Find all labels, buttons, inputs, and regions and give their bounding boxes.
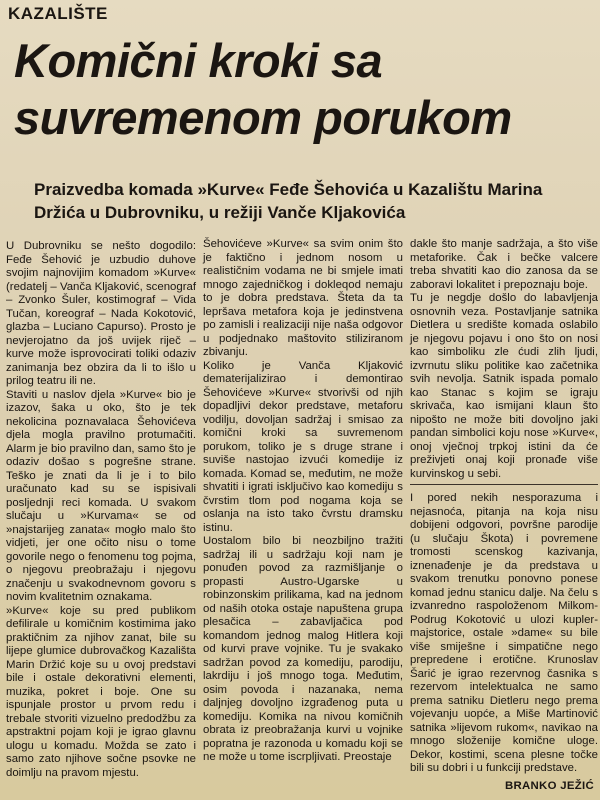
- article-column-3-bottom: I pored nekih nesporazuma i nejasnoća, pitanja na koja nisu dobijeni odgovori, površne parodije (u slučaju Škota) i povremene tromosti scenskog kazivanja, iznenađenje je da predstava u svakom trenutku ponovno ponese komad jednu stanicu dalje. Na čelu s izvanredno raspoloženom Milkom-Podrug Kokotović u ulozi kupler-majstorice, ostale »dame« su bile više smiješne i simpatične nego prepredene i erotične. Krunoslav Šarić je igrao rezervnog časnika s rezervom intelektualca ne samo prema satniku Dietleru nego prema vojevanju uopće, a Miše Martinović satnika »lijevom rukom«, navikao na mnogo složenije komične uloge. Dekor, kostimi, scena plesne točke bili su dobri i u funkciji predstave.: [410, 492, 598, 774]
- author-byline: BRANKO JEŽIĆ: [504, 780, 594, 792]
- headline-line-2: suvremenom porukom: [14, 91, 512, 144]
- section-label: KAZALIŠTE: [8, 4, 108, 23]
- column-divider-rule: [410, 484, 598, 485]
- article-column-1: U Dubrovniku se nešto dogodilo: Feđe Šehović je uzbudio duhove svojim najnovijim komadom »Kurve« (redatelj – Vanča Kljaković, scenograf – Zvonko Šuler, kostimograf – Vida Tučan, koreograf – Nada Kokotović, glazba – Luciano Capurso). Prosto je nevjerojatno da još uvijek riječ – kurve može isprovocirati toliki odaziv zanimanja bez obzira da li to išlo u prilog teatru ili ne. Staviti u naslov djela »Kurve« bio je izazov, šaka u oko, što je tek nekolicina poznavalaca Šehovićeva djela mogla pravilno protumačiti. Alarm je bio pravilno dan, samo što je odaziv došao s pogrešne strane. Teško je znati da li je i to bilo uračunato kad su se ispisivali posljednji reci komada. U svakom slučaju u »Kurvama« se od »najstarijeg zanata« mogło malo što vidjeti, jer one očito nisu o tome govorile nego o fenomenu tog pojma, o njegovu preobražaju i njegovu značenju u svakodnevnom govoru s novim kvalitetnim oznakama. »Kurve« koje su pred publikom defilirale u komičnim kostimima jako praktičnim za njihov zanat, bile su lijepe glumice dubrovačkog Kazališta Marin Držić koje su u ovoj predstavi bile i ostale dekorativni elementi, muzika, pokret i boje. One su ispunjale prostor u prvom redu i trebale stvoriti vizuelno predodžbu za apstraktni pojam koji je igrao glavnu ulogu u komadu. Možda se zato i samo zato njihove sočne psovke ne doimlju na pravom mjestu.: [6, 240, 196, 779]
- headline: [14, 32, 594, 146]
- headline-line-1: Komični kroki sa: [14, 34, 383, 87]
- subheadline: Praizvedba komada »Kurve« Feđe Šehovića u Kazalištu Marina Držića u Dubrovniku, u režiji Vanče Kljakovića: [34, 180, 543, 222]
- article-column-3-top: dakle što manje sadržaja, a što više metaforike. Čak i bečke valcere treba shvatiti kao dio zanosa da se zaboravi lokalitet i prepoznaju boje. Tu je negdje došlo do labavljenja osnovnih veza. Postavljanje satnika Dietlera u središte komada oslabilo je njegovu pojavu i ono što on nosi kao simboliku zle ćudi zlih ljudi, izvrnutu sliku politike kao začetnika svih nevolja. Satnik ispada pomalo kao Stanac s kojim se igraju skrivača, kao ismijani klaun što nipošto ne može biti dovoljno jaki pandan simbolici koju nose »Kurve«, onoj vječnoj trpkoj istini da će preživjeti onaj koji pronađe više kurvinskog u sebi.: [410, 238, 598, 480]
- article-column-2: Šehovićeve »Kurve« sa svim onim što je faktično i jednom nosom u realističnim vodama ne bi smjele imati mnogo zajedničkog i dokleqod nemaju to je dobra predstava. Šteta da ta lepršava metafora koja je jedinstvena po zamisli i realizaciji nije naša odgovor u podjednako maštovito stiliziranom zbivanju. Koliko je Vanča Kljaković dematerijalizirao i demontirao Šehovićeve »Kurve« stvorivši od njih dopadljivi dekor predstave, metaforu vodilju, dovoljan sadržaj i smisao za komični kroki sa suvremenom porukom, toliko je s druge strane i suviše nastojao izvući komedije iz komada. Komad se, međutim, ne može shvatiti i igrati isključivo kao komediju s čvrstim tlom pod nogama koja se oslanja na isto tako čvrstu dramsku istinu. Uostalom bilo bi neozbiljno tražiti sadržaj ili u sadržaju koji nam je ponuđen povod za razmišljanje o propasti Austro-Ugarske u robinzonskim prilikama, kad na jednom od naših otoka ostaje napuštena grupa plesačica – zabavljačica pod komandom jednog malog Hitlera koji od kurvi prave vojnike. Tu je svakako sadržan povod za komediju, parodiju, lakrdiju i još mnogo toga. Međutim, osim povoda i nazanaka, nema daljnjeg dovoljno izgrađenog puta u komediju. Komika na nivou komičnih obrata iz preobražanja kurvi u vojnike popratna je razonoda u komadu koji se ne može u tome iscrpljivati. Preostaje: [203, 238, 403, 763]
